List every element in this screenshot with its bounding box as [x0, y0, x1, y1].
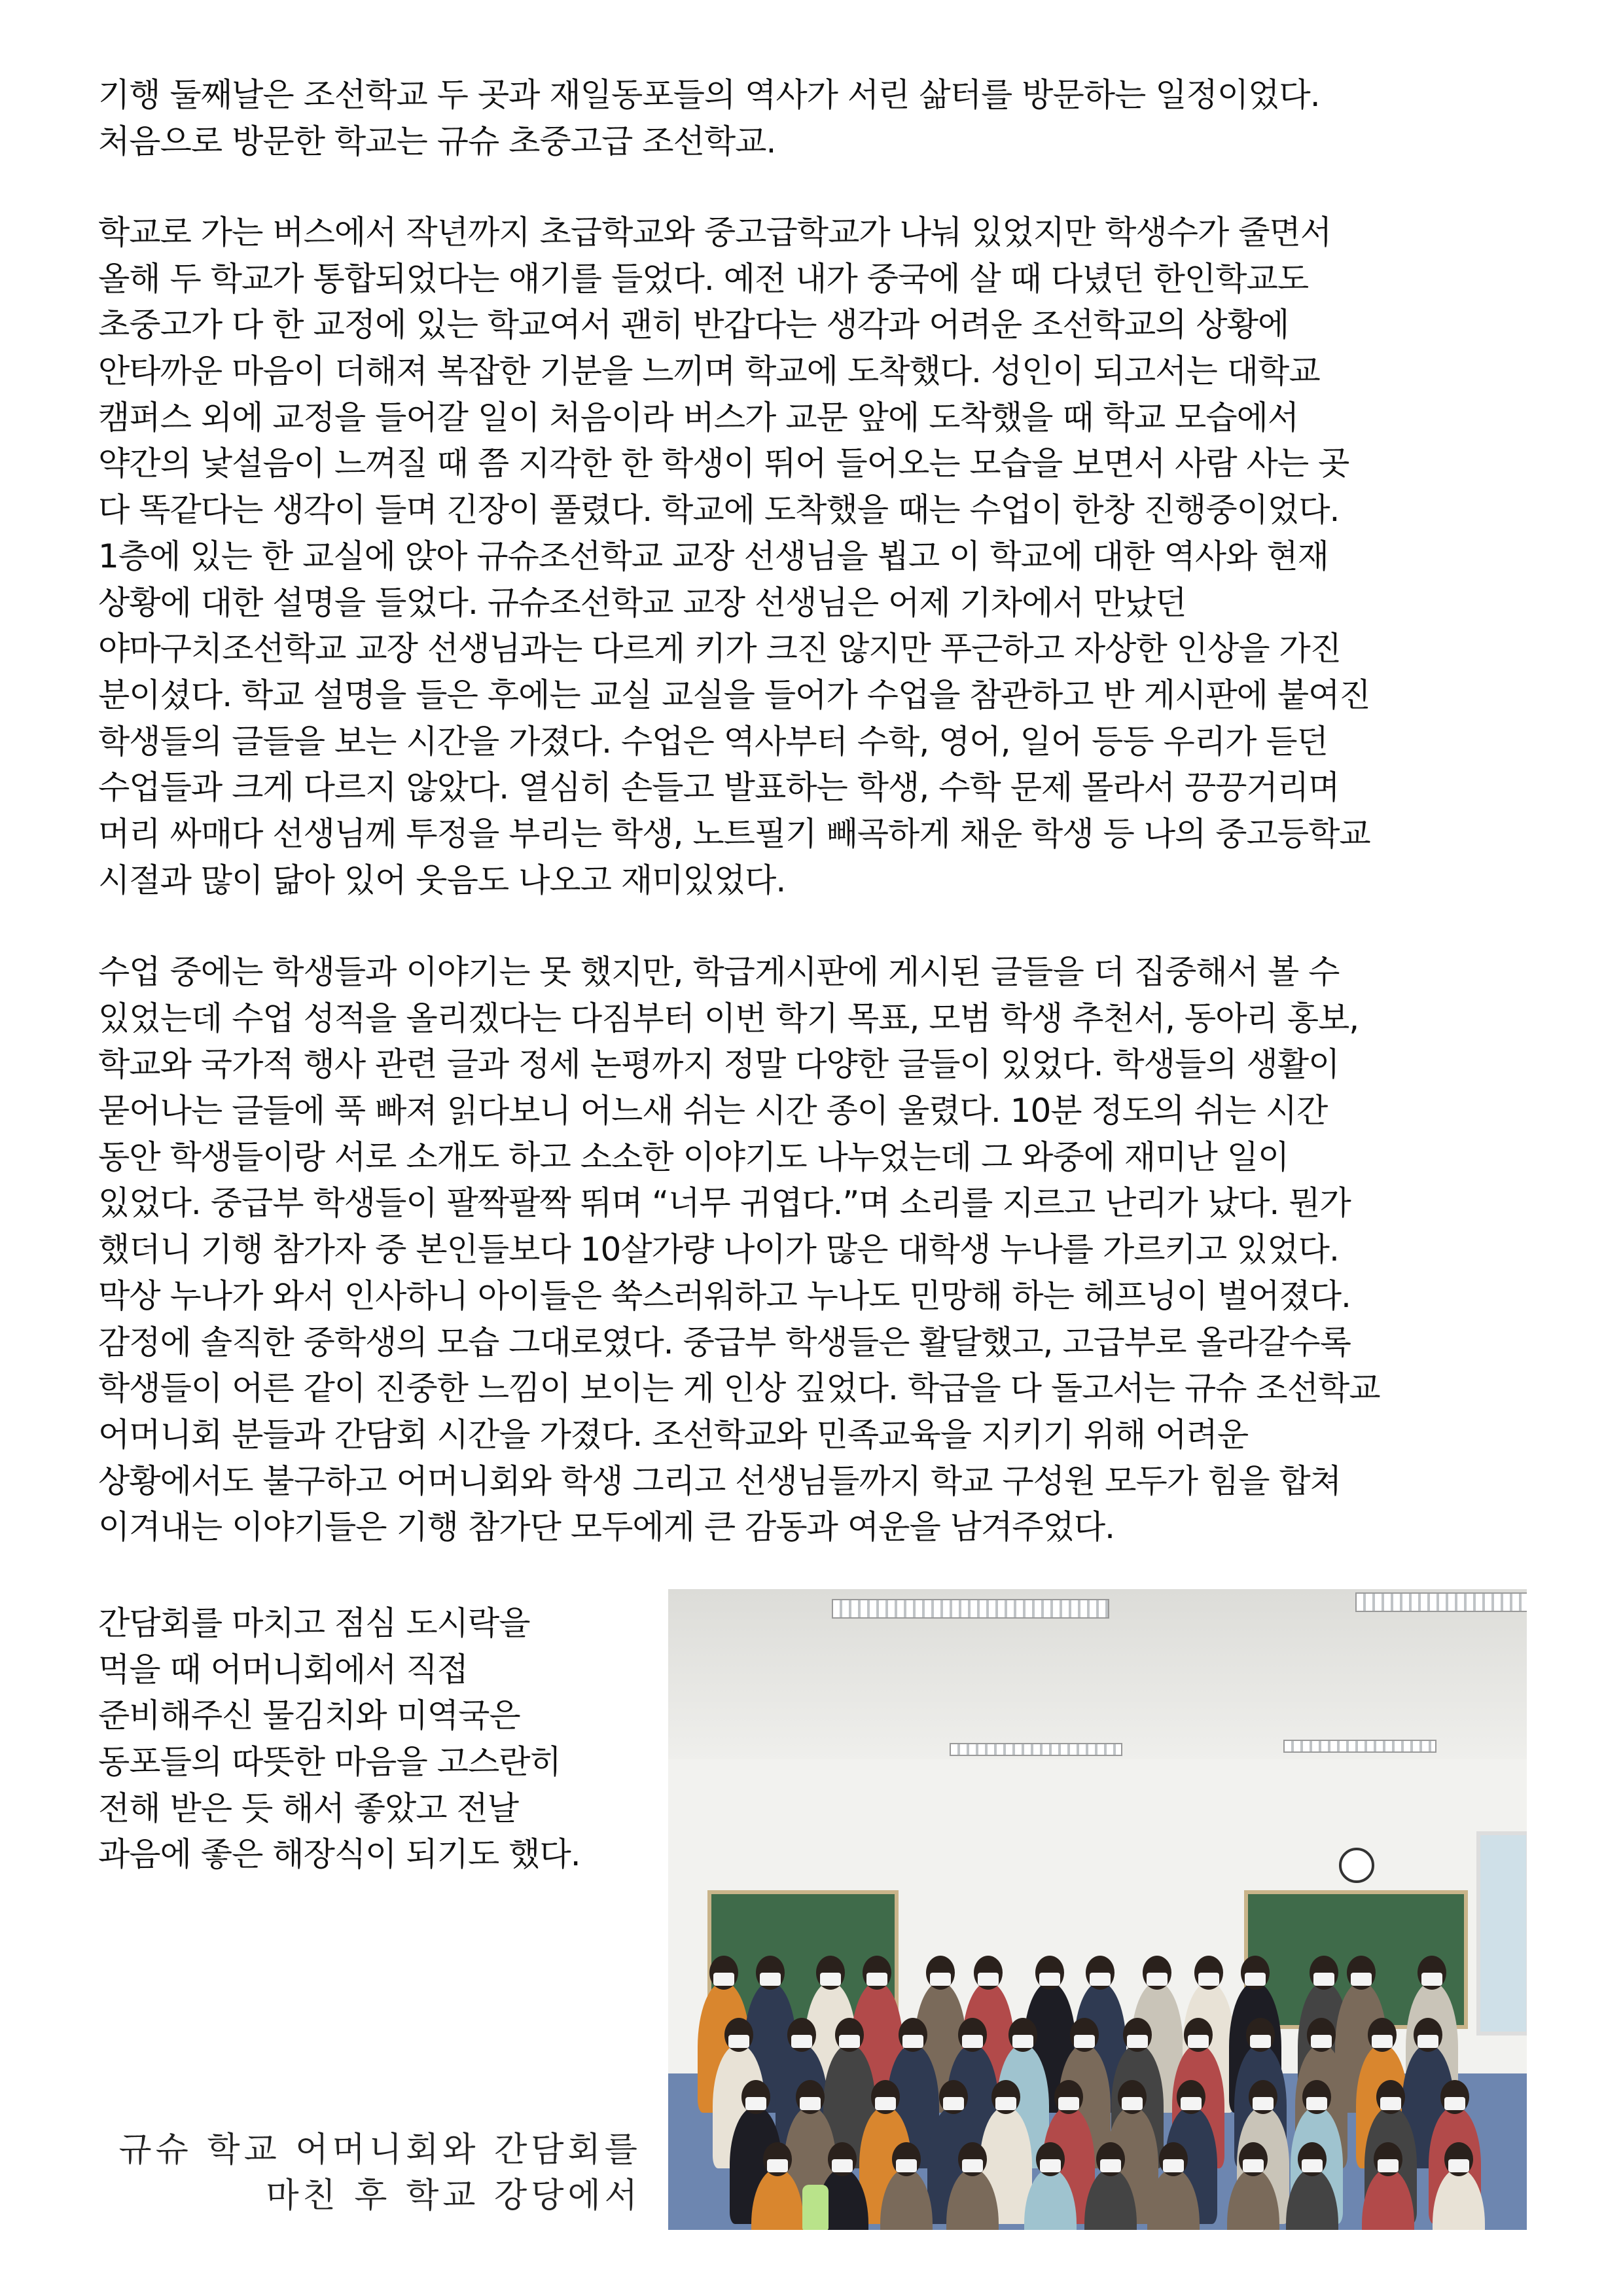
text-line: 약간의 낯설음이 느껴질 때 쯤 지각한 한 학생이 뛰어 들어오는 모습을 보면서 사람 사는 곳 [98, 444, 1349, 483]
text-line: 학교와 국가적 행사 관련 글과 정세 논평까지 정말 다양한 글들이 있었다. 학생들의 생활이 [98, 1045, 1340, 1084]
face-mask [713, 1973, 734, 1986]
face-mask [875, 2097, 896, 2110]
ceiling-light [832, 1599, 1109, 1619]
face-mask [1074, 2035, 1095, 2048]
face-mask [1302, 2159, 1323, 2172]
text-line: 있었는데 수업 성적을 올리겠다는 다짐부터 이번 학기 목표, 모범 학생 추천서, 동아리 홍보, [98, 999, 1359, 1037]
face-mask [1127, 2035, 1148, 2048]
text-line: 시절과 많이 닮아 있어 웃음도 나오고 재미있었다. [98, 861, 786, 899]
face-mask [1421, 1973, 1442, 1986]
face-mask [978, 1973, 999, 1986]
text-line: 캠퍼스 외에 교정을 들어갈 일이 처음이라 버스가 교문 앞에 도착했을 때 학교 모습에서 [98, 398, 1299, 437]
face-mask [995, 2097, 1016, 2110]
text-line: 과음에 좋은 해장식이 되기도 했다. [98, 1835, 580, 1874]
text-line: 이겨내는 이야기들은 기행 참가단 모두에게 큰 감동과 여운을 남겨주었다. [98, 1508, 1115, 1547]
clock-icon [1339, 1848, 1374, 1883]
caption-line: 규슈 학교 어머니회와 간담회를 [118, 2130, 641, 2170]
face-mask [820, 1973, 841, 1986]
face-mask [896, 2159, 917, 2172]
face-mask [1122, 2097, 1143, 2110]
face-mask [791, 2035, 812, 2048]
face-mask [1243, 2159, 1264, 2172]
face-mask [1313, 1973, 1334, 1986]
face-mask [1100, 2159, 1121, 2172]
face-mask [1198, 1973, 1219, 1986]
face-mask [1444, 2097, 1465, 2110]
face-mask [943, 2097, 964, 2110]
text-line: 처음으로 방문한 학교는 규슈 초중고급 조선학교. [98, 122, 776, 160]
text-line: 했더니 기행 참가자 중 본인들보다 10살가량 나이가 많은 대학생 누나를 가르키고 있었다. [98, 1230, 1339, 1269]
face-mask [1378, 2159, 1399, 2172]
text-line: 다 똑같다는 생각이 들며 긴장이 풀렸다. 학교에 도착했을 때는 수업이 한창 진행중이었다. [98, 491, 1340, 529]
face-mask [1253, 2097, 1274, 2110]
face-mask [1090, 1973, 1111, 1986]
text-line: 야마구치조선학교 교장 선생님과는 다르게 키가 크진 않지만 푸근하고 자상한 인상을 가진 [98, 630, 1342, 668]
face-mask [745, 2097, 766, 2110]
ceiling-light [1283, 1740, 1436, 1753]
text-line: 막상 누나가 와서 인사하니 아이들은 쑥스러워하고 누나도 민망해 하는 헤프닝이 벌어졌다. [98, 1276, 1351, 1315]
caption-line: 마친 후 학교 강당에서 [266, 2176, 641, 2215]
text-line: 상황에 대한 설명을 들었다. 규슈조선학교 교장 선생님은 어제 기차에서 만났던 [98, 583, 1186, 622]
face-mask [1306, 2097, 1327, 2110]
text-line: 수업 중에는 학생들과 이야기는 못 했지만, 학급게시판에 게시된 글들을 더 집중해서 볼 수 [98, 953, 1340, 991]
text-line: 묻어나는 글들에 푹 빠져 읽다보니 어느새 쉬는 시간 종이 울렸다. 10분 정도의 쉬는 시간 [98, 1092, 1328, 1130]
face-mask [1448, 2159, 1469, 2172]
ceiling-light [1355, 1592, 1527, 1612]
face-mask [767, 2159, 788, 2172]
text-line: 전해 받은 듯 해서 좋았고 전날 [98, 1789, 519, 1827]
face-mask [1058, 2097, 1079, 2110]
face-mask [902, 2035, 923, 2048]
face-mask [1351, 1973, 1372, 1986]
text-line: 올해 두 학교가 통합되었다는 얘기를 들었다. 예전 내가 중국에 살 때 다녔던 한인학교도 [98, 259, 1309, 298]
face-mask [962, 2035, 983, 2048]
paragraph-1 [98, 72, 1320, 164]
text-line: 동안 학생들이랑 서로 소개도 하고 소소한 이야기도 나누었는데 그 와중에 재미난 일이 [98, 1138, 1289, 1176]
paragraph-4 [98, 1600, 580, 1878]
text-line: 학생들의 글들을 보는 시간을 가졌다. 수업은 역사부터 수학, 영어, 일어 등등 우리가 듣던 [98, 722, 1328, 761]
text-line: 감정에 솔직한 중학생의 모습 그대로였다. 중급부 학생들은 활달했고, 고급부로 올라갈수록 [98, 1323, 1351, 1361]
text-line: 수업들과 크게 다르지 않았다. 열심히 손들고 발표하는 학생, 수학 문제 몰라서 끙끙거리며 [98, 768, 1340, 807]
text-line: 기행 둘째날은 조선학교 두 곳과 재일동포들의 역사가 서린 삶터를 방문하는 일정이었다. [98, 76, 1320, 114]
face-mask [1147, 1973, 1168, 1986]
window [1476, 1831, 1527, 2036]
text-line: 간담회를 마치고 점심 도시락을 [98, 1604, 530, 1642]
text-line: 학교로 가는 버스에서 작년까지 초급학교와 중고급학교가 나눠 있었지만 학생수가 줄면서 [98, 213, 1332, 251]
face-mask [1039, 1973, 1060, 1986]
face-mask [1245, 1973, 1266, 1986]
face-mask [1163, 2159, 1184, 2172]
face-mask [1418, 2035, 1438, 2048]
text-line: 어머니회 분들과 간담회 시간을 가졌다. 조선학교와 민족교육을 지키기 위해 어려운 [98, 1415, 1249, 1454]
text-line: 안타까운 마음이 더해져 복잡한 기분을 느끼며 학교에 도착했다. 성인이 되고서는 대학교 [98, 352, 1320, 391]
face-mask [1311, 2035, 1332, 2048]
text-line: 상황에서도 불구하고 어머니회와 학생 그리고 선생님들까지 학교 구성원 모두가 힘을 합쳐 [98, 1462, 1342, 1500]
face-mask [1372, 2035, 1393, 2048]
paragraph-2 [98, 209, 1370, 903]
text-line: 초중고가 다 한 교정에 있는 학교여서 괜히 반갑다는 생각과 어려운 조선학교의 상황에 [98, 306, 1289, 344]
face-mask [1250, 2035, 1271, 2048]
text-line: 학생들이 어른 같이 진중한 느낌이 보이는 게 인상 깊었다. 학급을 다 돌고서는 규슈 조선학교 [98, 1369, 1380, 1408]
photo-caption [118, 2127, 641, 2219]
text-line: 준비해주신 물김치와 미역국은 [98, 1696, 520, 1735]
face-mask [832, 2159, 853, 2172]
paragraph-3 [98, 949, 1380, 1551]
ceiling-light [950, 1743, 1122, 1756]
face-mask [1040, 2159, 1061, 2172]
face-mask [760, 1973, 781, 1986]
text-line: 있었다. 중급부 학생들이 팔짝팔짝 뛰며 “너무 귀엽다.”며 소리를 지르고 난리가 났다. 뭔가 [98, 1184, 1351, 1223]
text-line: 머리 싸매다 선생님께 투정을 부리는 학생, 노트필기 빼곡하게 채운 학생 등 나의 중고등학교 [98, 814, 1370, 853]
text-line: 먹을 때 어머니회에서 직접 [98, 1650, 468, 1689]
face-mask [866, 1973, 887, 1986]
face-mask [1380, 2097, 1401, 2110]
text-line: 1층에 있는 한 교실에 앉아 규슈조선학교 교장 선생님을 뵙고 이 학교에 대한 역사와 현재 [98, 537, 1329, 575]
face-mask [728, 2035, 749, 2048]
face-mask [1012, 2035, 1033, 2048]
face-mask [1188, 2035, 1209, 2048]
face-mask [839, 2035, 860, 2048]
face-mask [800, 2097, 821, 2110]
face-mask [930, 1973, 951, 1986]
face-mask [962, 2159, 983, 2172]
text-line: 동포들의 따뜻한 마음을 고스란히 [98, 1743, 561, 1782]
water-bottle [802, 2185, 829, 2230]
face-mask [1181, 2097, 1202, 2110]
text-line: 분이셨다. 학교 설명을 들은 후에는 교실 교실을 들어가 수업을 참관하고 반 게시판에 붙여진 [98, 675, 1370, 714]
group-photo [668, 1589, 1527, 2230]
